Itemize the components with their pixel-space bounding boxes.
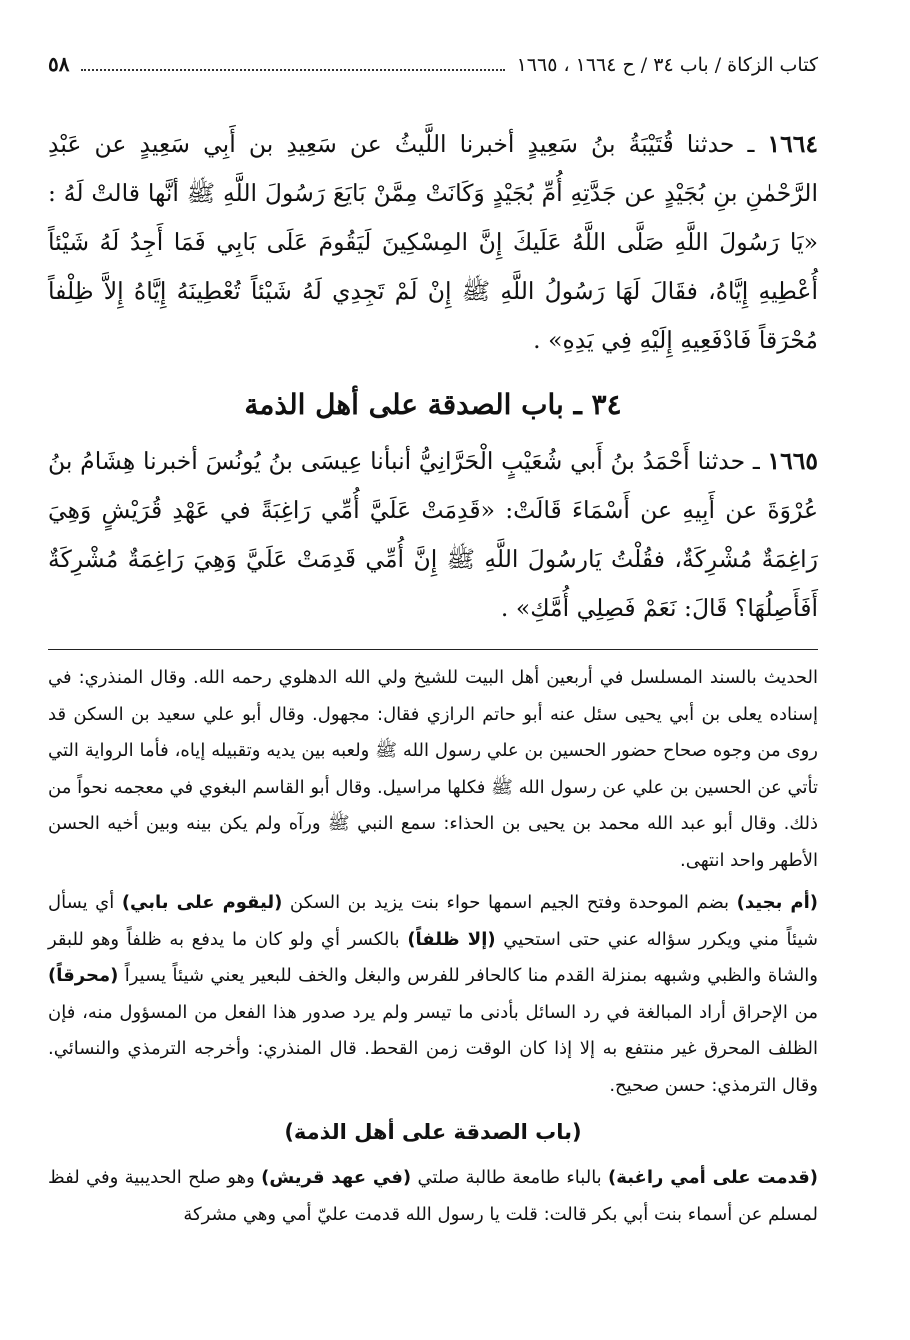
hadith-text: ـ حدثنا قُتَيْبَةُ بنُ سَعِيدٍ أخبرنا اللَّيثُ عن سَعِيدِ بن أَبِي سَعِيدٍ عن عَبْدِ الرَّحْمٰنِ بنِ بُجَيْدٍ عن جَدَّتِهِ أُمِّ بُجَيْدٍ وَكَانَتْ مِمَّنْ بَايَعَ رَسُولَ اللَّهِ ﷺ أنَّها قالتْ لَهُ : «يَا رَسُولَ اللَّهِ صَلَّى اللَّهُ عَلَيكَ إِنَّ المِسْكِينَ لَيَقُومَ عَلَى بَابِي فَمَا أَجِدُ لَهُ شَيْئاً أُعْطِيهِ إِيَّاهُ، فقَالَ لَهَا رَسُولُ اللَّهِ ﷺ إِنْ لَمْ تَجِدِي لَهُ شَيْئاً تُعْطِينَهُ إِيَّاهُ إِلاَّ ظِلْفاً مُحْرَقاً فَادْفَعِيهِ إِلَيْهِ فِي يَدِهِ» . xyxy=(48,130,818,354)
commentary-term: (أم بجيد) xyxy=(736,892,819,913)
hadith-number: ١٦٦٥ xyxy=(767,447,818,475)
commentary-text: وهو صلح الحديبية وفي لفظ لمسلم عن أسماء بنت أبي بكر قالت: قلت يا رسول الله قدمت عليّ أمي وهي مشركة xyxy=(48,1167,818,1225)
page-header xyxy=(48,52,818,88)
commentary-section-title: (باب الصدقة على أهل الذمة) xyxy=(284,1120,582,1144)
commentary-term: (إلا ظلفاً) xyxy=(407,928,496,950)
commentary-paragraph: الحديث بالسند المسلسل في أربعين أهل البيت للشيخ ولي الله الدهلوي رحمه الله. وقال المنذري: في إسناده يعلى بن أبي يحيى سئل عنه أبو حاتم الرازي فقال: مجهول. وقال أبو علي سعيد بن السكن قد روى من وجوه صحاح حضور الحسين بن علي رسول الله ﷺ ولعبه بين يديه وتقبيله إياه، فأما الرواية التي تأتي عن الحسين بن علي عن رسول الله ﷺ فكلها مراسيل. وقال أبو القاسم البغوي في معجمه نحواً من ذلك. وقال أبو عبد الله محمد بن يحيى بن الحذاء: سمع النبي ﷺ ورآه ولم يكن بينه وبين أخيه الحسن الأطهر واحد انتهى. xyxy=(48,667,818,871)
commentary-term: (في عهد قريش) xyxy=(261,1167,412,1188)
hadith-text: ـ حدثنا أَحْمَدُ بنُ أَبي شُعَيْبٍ الْحَرَّانِيُّ أنبأنا عِيسَى بنُ يُونُسَ أخبرنا هِشَامُ بنُ عُرْوَةَ عن أَبِيهِ عن أَسْمَاءَ قَالَتْ: «قَدِمَتْ عَلَيَّ أُمِّي رَاغِبَةً في عَهْدِ قُرَيْشٍ وَهِيَ رَاغِمَةٌ مُشْرِكَةٌ، فقُلْتُ يَارسُولَ اللَّهِ ﷺ إِنَّ أُمِّي قَدِمَتْ عَلَيَّ وَهِيَ رَاغِمَةٌ مُشْرِكَةٌ أَفَأَصِلُهَا؟ قَالَ: نَعَمْ فَصِلِي أُمَّكِ» . xyxy=(48,447,818,622)
hadith-1664 xyxy=(48,120,818,365)
hadith-1665 xyxy=(48,437,818,633)
commentary-paragraph xyxy=(48,885,818,1104)
commentary-paragraph xyxy=(48,1160,818,1233)
header-dot-leader xyxy=(81,59,504,71)
page-number: ٥٨ xyxy=(48,52,70,76)
commentary-text: بالباء طامعة طالبة صلتي xyxy=(411,1167,609,1188)
commentary-text: من الإحراق أراد المبالغة في رد السائل بأدنى ما تيسر ولم يرد صدور هذا الفعل من المسؤول منه، فإن الظلف المحرق غير منتفع به إلا إذا كان الوقت زمن القحط. قال المنذري: وأخرجه الترمذي والنسائي. وقال الترمذي: حسن صحيح. xyxy=(48,1001,818,1096)
footnote-divider xyxy=(48,649,818,650)
commentary-term: (محرقاً) xyxy=(48,965,119,986)
chapter-title: ٣٤ ـ باب الصدقة على أهل الذمة xyxy=(244,388,622,421)
commentary-term: (قدمت على أمي راغبة) xyxy=(608,1167,819,1188)
commentary-text: أي يسأل شيئاً مني ويكرر سؤاله عني حتى استحيي xyxy=(48,892,818,950)
commentary-text: بضم الموحدة وفتح الجيم اسمها حواء بنت يزيد بن السكن xyxy=(282,892,737,913)
running-title: كتاب الزكاة / باب ٣٤ / ح ١٦٦٤ ، ١٦٦٥ xyxy=(516,54,818,76)
hadith-number: ١٦٦٤ xyxy=(767,130,818,158)
commentary-term: (ليقوم على بابي) xyxy=(121,892,283,913)
book-page xyxy=(48,52,818,1233)
commentary-text: بالكسر أي ولو كان ما يدفع به ظلفاً وهو للبقر والشاة والظبي وشبهه بمنزلة القدم منا كالحافر للفرس والبغل والخف للبعير يعني شيئاً يسيراً xyxy=(48,928,818,986)
